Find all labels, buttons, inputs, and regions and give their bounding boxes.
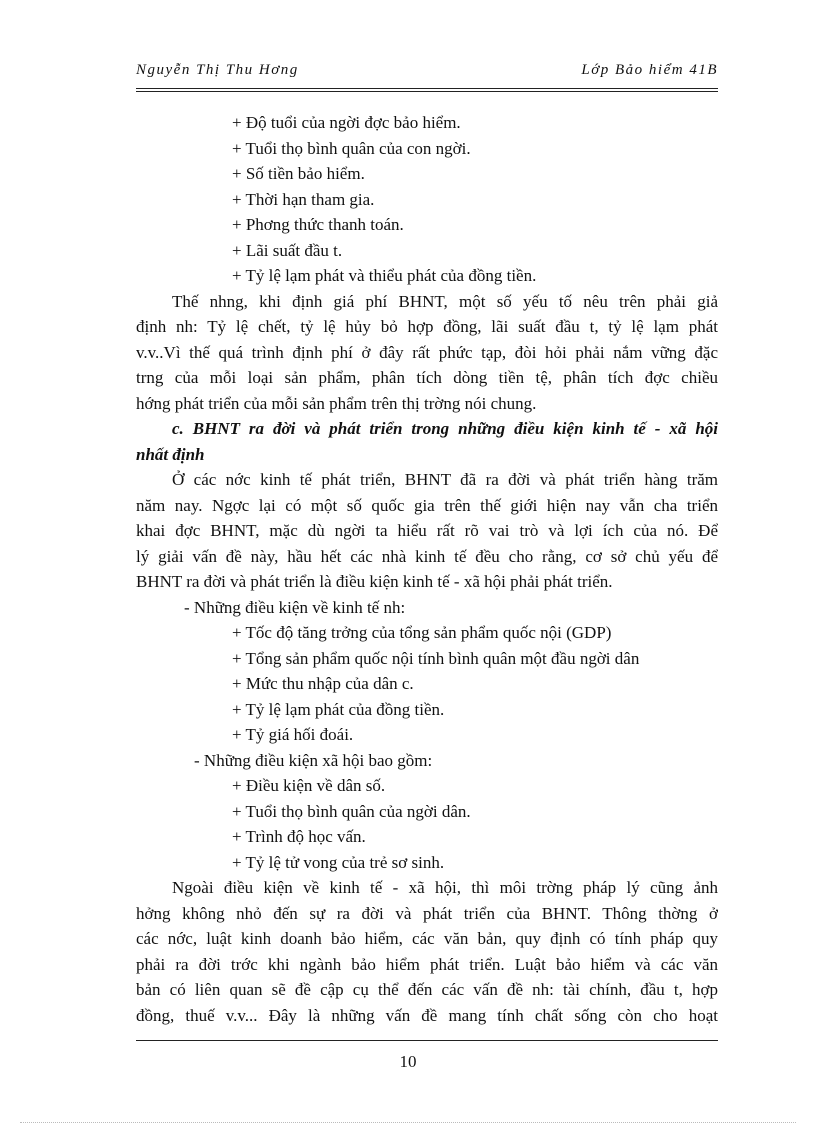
page-body bbox=[136, 110, 718, 1028]
social-conditions-title: - Những điều kiện xã hội bao gồm: bbox=[194, 750, 433, 770]
list-item: + Tốc độ tăng trởng của tổng sản phẩm quốc nội (GDP) bbox=[232, 623, 612, 642]
footer-rule bbox=[136, 1040, 718, 1041]
paragraph-line: khai đợc BHNT, mặc dù ngời ta hiểu rất rõ vai trò và lợi ích của nó. Để bbox=[136, 521, 718, 540]
paragraph-line: hớng phát triển của mỗi sản phẩm trên thị trờng nói chung. bbox=[136, 393, 537, 413]
paragraph-line: BHNT ra đời và phát triển là điều kiện kinh tế - xã hội phải phát triển. bbox=[136, 572, 613, 591]
paragraph-line: Ngoài điều kiện về kinh tế - xã hội, thì môi trờng pháp lý cũng ảnh bbox=[172, 878, 718, 897]
header-class: Lớp Bảo hiểm 41B bbox=[581, 62, 718, 78]
list-item: + Độ tuổi của ngời đợc bảo hiểm. bbox=[232, 113, 461, 132]
paragraph-line: định nh: Tỷ lệ chết, tỷ lệ hủy bỏ hợp đồng, lãi suất đầu t, tỷ lệ lạm phát bbox=[136, 317, 718, 336]
list-item: + Mức thu nhập của dân c. bbox=[232, 674, 414, 693]
paragraph-line: lý giải vấn đề này, hầu hết các nhà kinh tế đều cho rằng, cơ sở chủ yếu để bbox=[136, 546, 718, 566]
paragraph-line: v.v..Vì thế quá trình định phí ở đây rất phức tạp, đòi hỏi phải nắm vững đặc bbox=[136, 342, 718, 362]
paragraph-legal-environment bbox=[136, 875, 718, 1028]
paragraph-line: các nớc, luật kinh doanh bảo hiểm, các văn bản, quy định có tính pháp quy bbox=[136, 929, 718, 948]
list-item: + Số tiền bảo hiểm. bbox=[232, 164, 365, 183]
paragraph-line: năm nay. Ngợc lại có một số quốc gia trên thế giới hiện nay vẫn cha triển bbox=[136, 495, 718, 515]
list-item: + Thời hạn tham gia. bbox=[232, 189, 375, 209]
list-item: + Tỷ lệ lạm phát và thiểu phát của đồng tiền. bbox=[232, 266, 537, 285]
list-pricing-factors bbox=[136, 110, 718, 289]
economic-conditions-title: - Những điều kiện về kinh tế nh: bbox=[184, 597, 406, 617]
paragraph-line: Ở các nớc kinh tế phát triển, BHNT đã ra đời và phát triển hàng trăm bbox=[172, 470, 718, 489]
list-item: + Trình độ học vấn. bbox=[232, 827, 366, 846]
list-item: + Tỷ lệ tử vong của trẻ sơ sinh. bbox=[232, 852, 445, 872]
list-social-conditions bbox=[136, 773, 718, 875]
list-economic-conditions bbox=[136, 620, 718, 748]
paragraph-pricing bbox=[136, 289, 718, 417]
paragraph-line: Thế nhng, khi định giá phí BHNT, một số yếu tố nêu trên phải giả bbox=[172, 291, 718, 311]
paragraph-line: hởng không nhỏ đến sự ra đời và phát triển của BHNT. Thông thờng ở bbox=[136, 903, 718, 923]
list-item: + Điều kiện về dân số. bbox=[232, 776, 386, 795]
list-item: + Tỷ giá hối đoái. bbox=[232, 725, 354, 744]
paragraph-conditions bbox=[136, 467, 718, 595]
list-item: + Tỷ lệ lạm phát của đồng tiền. bbox=[232, 699, 445, 719]
paragraph-line: trng của mỗi loại sản phẩm, phân tích dòng tiền tệ, phân tích đợc chiều bbox=[136, 368, 718, 387]
list-item: + Lãi suất đầu t. bbox=[232, 240, 343, 260]
list-item: + Tuổi thọ bình quân của ngời dân. bbox=[232, 801, 471, 821]
list-item: + Tổng sản phẩm quốc nội tính bình quân một đầu ngời dân bbox=[232, 648, 640, 668]
heading-line: nhất định bbox=[136, 444, 205, 464]
paragraph-line: đồng, thuế v.v... Đây là những vấn đề mang tính chất sống còn cho hoạt bbox=[136, 1005, 718, 1025]
heading-line: c. BHNT ra đời và phát triển trong những điều kiện kinh tế - xã hội bbox=[172, 419, 718, 438]
header-author: Nguyễn Thị Thu Hơng bbox=[136, 62, 299, 78]
paragraph-line: phải ra đời trớc khi ngành bảo hiểm phát triển. Luật bảo hiểm và các văn bbox=[136, 954, 718, 974]
list-item: + Tuổi thọ bình quân của con ngời. bbox=[232, 138, 471, 158]
header-rule bbox=[136, 88, 718, 92]
list-item: + Phơng thức thanh toán. bbox=[232, 215, 404, 234]
page-number: 10 bbox=[399, 1052, 417, 1071]
paragraph-line: bản có liên quan sẽ đề cập cụ thể đến các vấn đề nh: tài chính, đầu t, hợp bbox=[136, 980, 718, 999]
section-heading bbox=[136, 416, 718, 467]
